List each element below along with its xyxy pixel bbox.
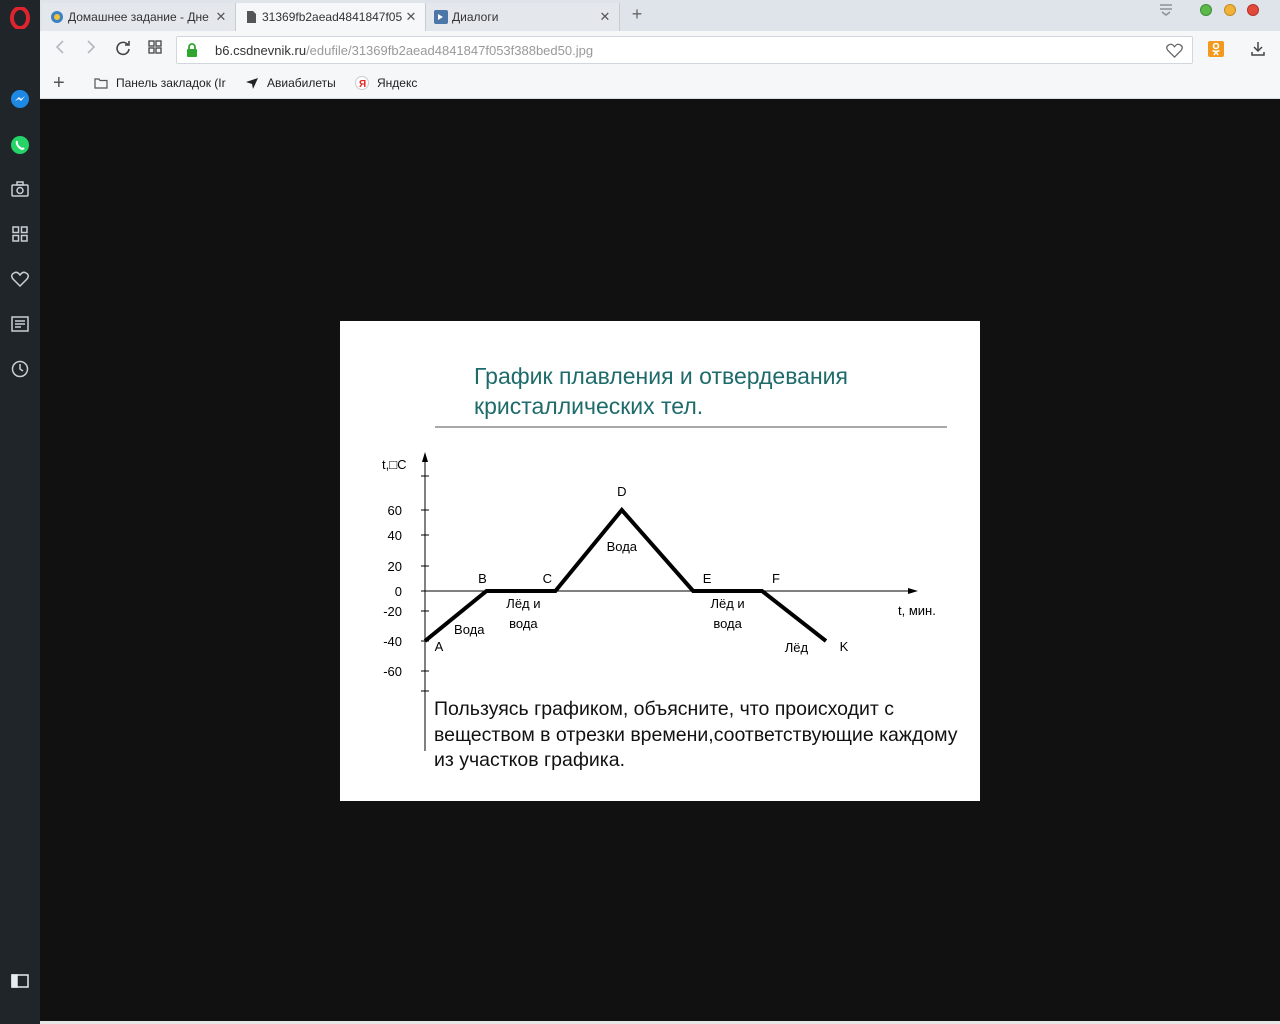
question-text: Пользуясь графиком, объясните, что происходит с веществом в отрезки времени,соответствующие каждому из участков графика. xyxy=(434,698,958,771)
bookmark-heart-icon[interactable] xyxy=(1166,43,1183,58)
point-label-C: C xyxy=(542,571,553,586)
y-tick-label: 20 xyxy=(387,559,402,574)
bookmark-label: Яндекс xyxy=(377,76,418,90)
camera-icon[interactable] xyxy=(9,178,31,200)
y-tick-label: 60 xyxy=(387,503,402,518)
yandex-icon xyxy=(355,76,369,90)
forward-button[interactable] xyxy=(81,40,101,60)
address-bar[interactable] xyxy=(176,36,1193,64)
speed-dial-button[interactable] xyxy=(145,40,165,60)
point-label-E: E xyxy=(702,571,712,586)
speed-dial-icon[interactable] xyxy=(9,223,31,245)
tab-strip xyxy=(40,0,1280,31)
point-label-B: B xyxy=(478,571,487,586)
y-tick-label: 40 xyxy=(387,528,402,543)
bookmarks-bar xyxy=(40,69,1280,99)
dnevnik-icon xyxy=(50,10,64,24)
tab-label: Диалоги xyxy=(452,10,499,24)
file-icon xyxy=(244,10,258,24)
y-tick-label: -60 xyxy=(383,664,402,679)
x-axis-arrow xyxy=(908,588,918,594)
bookmark-panel[interactable] xyxy=(94,76,226,90)
y-tick-label: -20 xyxy=(383,604,402,619)
back-arrow-icon xyxy=(55,40,65,54)
back-button[interactable] xyxy=(50,40,70,60)
y-axis-arrow xyxy=(422,452,428,462)
tab-dialogs[interactable] xyxy=(426,3,620,31)
sidebar xyxy=(0,0,40,1024)
reload-button[interactable] xyxy=(113,40,133,60)
close-tab-icon[interactable]: ✕ xyxy=(215,9,227,24)
toolbar xyxy=(40,31,1280,69)
close-tab-icon[interactable]: ✕ xyxy=(405,9,417,24)
point-label-D: D xyxy=(617,484,627,499)
whatsapp-icon[interactable] xyxy=(9,134,31,156)
close-tab-icon[interactable]: ✕ xyxy=(599,9,611,24)
y-axis-label: t,□C xyxy=(382,457,407,472)
lock-icon xyxy=(186,43,198,58)
vk-icon xyxy=(434,10,448,24)
minimize-button[interactable] xyxy=(1200,4,1212,16)
grid-icon xyxy=(148,40,162,54)
point-label-A: A xyxy=(434,639,444,654)
url-host: b6.csdnevnik.ru xyxy=(215,43,307,58)
displayed-image xyxy=(340,321,980,801)
bookmark-label: Панель закладок (Ir xyxy=(116,76,226,90)
messenger-icon[interactable] xyxy=(9,88,31,110)
segment-annotation: Вода xyxy=(454,622,485,637)
tab-dnevnik[interactable] xyxy=(42,3,236,31)
segment-annotation: вода xyxy=(509,616,538,631)
segment-annotation: Лёд и xyxy=(506,596,541,611)
heart-icon[interactable] xyxy=(9,268,31,290)
point-label-F: F xyxy=(772,571,780,586)
segment-annotation: Лёд xyxy=(784,640,809,655)
slide-title: График плавления и отвердевания кристаллических тел. xyxy=(474,363,848,419)
y-tick-label: -40 xyxy=(383,634,402,649)
segment-annotation: Вода xyxy=(606,538,638,554)
folder-icon xyxy=(94,76,108,90)
maximize-button[interactable] xyxy=(1224,4,1236,16)
news-icon[interactable] xyxy=(9,313,31,335)
tab-menu-icon[interactable] xyxy=(1158,3,1174,17)
tab-label: Домашнее задание - Дне xyxy=(68,10,209,24)
add-bookmark-button[interactable]: + xyxy=(53,72,65,94)
history-icon[interactable] xyxy=(9,358,31,380)
x-axis-label: t, мин. xyxy=(898,603,936,618)
svg-text:Я: Я xyxy=(359,79,367,90)
segment-annotation: вода xyxy=(713,616,742,631)
close-window-button[interactable] xyxy=(1247,4,1259,16)
url-path: /edufile/31369fb2aead4841847f053f388bed50.jpg xyxy=(306,43,594,58)
url-text xyxy=(215,43,593,58)
tab-image-file[interactable] xyxy=(236,3,426,31)
bookmark-label: Авиабилеты xyxy=(267,76,336,90)
tab-label: 31369fb2aead4841847f05 xyxy=(262,10,403,24)
opera-logo-icon[interactable] xyxy=(9,7,31,29)
sidebar-toggle-icon[interactable] xyxy=(9,970,31,992)
plane-icon xyxy=(245,76,259,90)
bookmark-yandex[interactable] xyxy=(355,76,417,90)
point-label-K: K xyxy=(839,639,849,654)
y-tick-label: 0 xyxy=(394,584,402,599)
download-icon[interactable] xyxy=(1250,41,1266,57)
odnoklassniki-icon[interactable] xyxy=(1208,41,1224,57)
reload-icon xyxy=(115,40,131,56)
new-tab-button[interactable]: + xyxy=(631,4,643,24)
forward-arrow-icon xyxy=(86,40,96,54)
segment-annotation: Лёд и xyxy=(710,596,745,611)
bookmark-aviabilety[interactable] xyxy=(245,76,336,90)
